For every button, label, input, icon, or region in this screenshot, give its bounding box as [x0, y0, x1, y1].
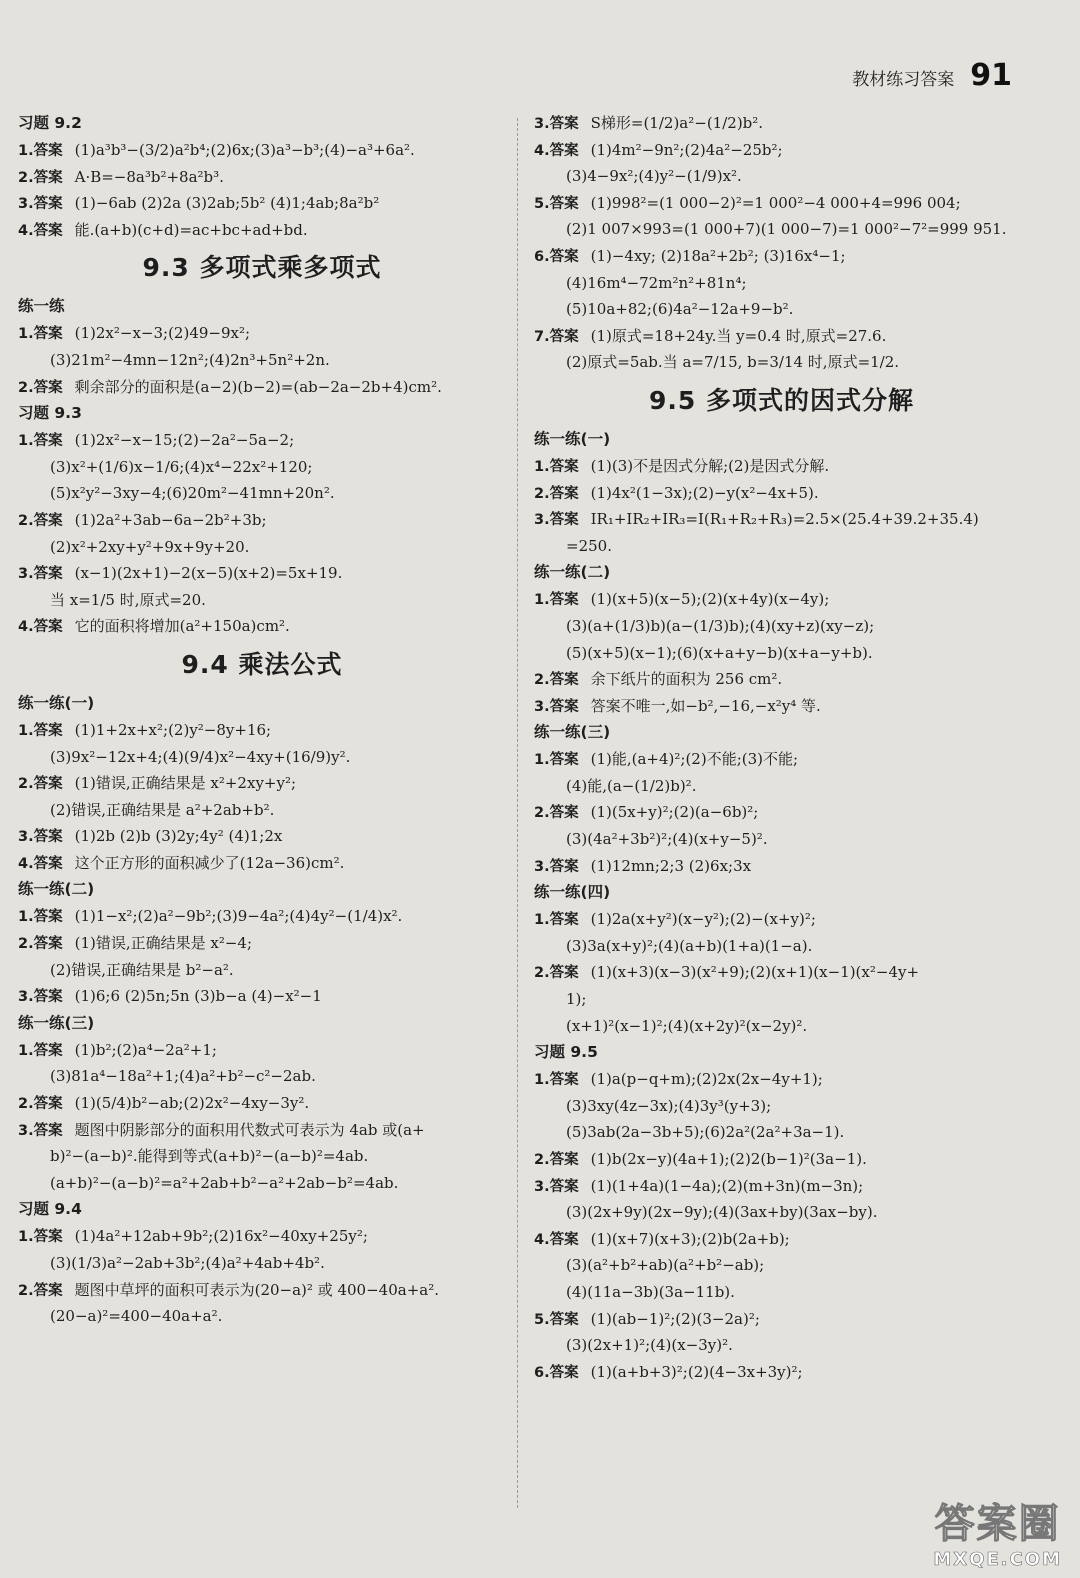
answer-line: [18, 930, 506, 957]
exercise-heading: 练一练(一): [18, 693, 95, 712]
answer-continuation: [534, 933, 1029, 960]
answer-label: 2.答案: [534, 672, 579, 689]
answer-text: (2)错误,正确结果是 b²−a².: [50, 960, 234, 979]
answer-continuation: [534, 640, 1029, 667]
answer-text: (3)3xy(4z−3x);(4)3y³(y+3);: [566, 1096, 772, 1115]
answer-text: (3)21m²−4mn−12n²;(4)2n³+5n²+2n.: [50, 350, 330, 369]
answer-label: 3.答案: [18, 566, 63, 583]
answer-text: (1)(1+4a)(1−4a);(2)(m+3n)(m−3n);: [590, 1176, 864, 1195]
answer-label: 1.答案: [18, 326, 63, 343]
answer-label: 2.答案: [18, 512, 63, 529]
answer-text: (1)(3)不是因式分解;(2)是因式分解.: [590, 456, 830, 475]
answer-text: (5)x²y²−3xy−4;(6)20m²−41mn+20n².: [50, 484, 335, 503]
answer-line: [534, 1359, 1029, 1386]
answer-text: (1)−6ab (2)2a (3)2ab;5b² (4)1;4ab;8a²b²: [74, 194, 380, 213]
right-column: [534, 110, 1029, 1385]
answer-continuation: [534, 1279, 1029, 1306]
exercise-heading: 练一练(三): [18, 1013, 95, 1032]
answer-text: (3)(a+(1/3)b)(a−(1/3)b);(4)(xy+z)(xy−z);: [566, 616, 875, 635]
answer-label: 2.答案: [534, 485, 579, 502]
answer-line: [18, 320, 506, 347]
answer-text: (1)−4xy; (2)18a²+2b²; (3)16x⁴−1;: [590, 246, 846, 265]
answer-text: A·B=−8a³b²+8a²b³.: [74, 167, 224, 186]
answer-text: (1)2b (2)b (3)2y;4y² (4)1;2x: [74, 827, 283, 846]
answer-line: [18, 190, 506, 217]
watermark-url: MXQE.COM: [933, 1549, 1062, 1570]
answer-text: IR₁+IR₂+IR₃=I(R₁+R₂+R₃)=2.5×(25.4+39.2+35.4): [590, 510, 979, 529]
exercise-heading: 练一练(一): [534, 429, 611, 448]
answer-text: (2)1 007×993=(1 000+7)(1 000−7)=1 000²−7²=999 951.: [566, 220, 1007, 239]
answer-text: (3)(2x+1)²;(4)(x−3y)².: [566, 1336, 733, 1355]
answer-line: [18, 164, 506, 191]
exercise-heading: 习题 9.2: [18, 114, 82, 132]
answer-line: [18, 1117, 506, 1144]
answer-line: [534, 959, 1029, 986]
answer-label: 2.答案: [18, 169, 63, 186]
answer-line: [534, 586, 1029, 613]
answer-text: (1)a³b³−(3/2)a²b⁴;(2)6x;(3)a³−b³;(4)−a³+6a².: [74, 141, 415, 159]
answer-label: 1.答案: [18, 433, 63, 450]
section-title: 9.5 多项式的因式分解: [649, 385, 914, 415]
site-watermark: [933, 1492, 1062, 1570]
answer-text: (1)能,(a+4)²;(2)不能;(3)不能;: [590, 750, 799, 769]
answer-line: [18, 427, 506, 454]
answer-line: [18, 374, 506, 401]
answer-label: 1.答案: [534, 592, 579, 609]
answer-continuation: [18, 744, 506, 771]
answer-line: [534, 746, 1029, 773]
answer-text: (1)b(2x−y)(4a+1);(2)2(b−1)²(3a−1).: [590, 1150, 867, 1168]
answer-text: (1)错误,正确结果是 x²+2xy+y²;: [74, 774, 297, 793]
answer-continuation: [534, 1119, 1029, 1146]
answer-text: (1)2x²−x−15;(2)−2a²−5a−2;: [74, 431, 295, 450]
answer-label: 3.答案: [534, 858, 579, 875]
answer-label: 1.答案: [18, 909, 63, 926]
answer-continuation: [18, 1303, 506, 1330]
answer-text: (1)2a²+3ab−6a−2b²+3b;: [74, 510, 267, 529]
answer-line: [18, 983, 506, 1010]
exercise-heading: 习题 9.4: [18, 1200, 82, 1219]
answer-label: 7.答案: [534, 328, 579, 345]
answer-text: 剩余部分的面积是(a−2)(b−2)=(ab−2a−2b+4)cm².: [74, 377, 442, 396]
answer-text: (2)错误,正确结果是 a²+2ab+b².: [50, 800, 275, 819]
answer-text: (1)(5/4)b²−ab;(2)2x²−4xy−3y².: [74, 1094, 310, 1113]
answer-text: =250.: [566, 536, 612, 555]
answer-text: (a+b)²−(a−b)²=a²+2ab+b²−a²+2ab−b²=4ab.: [50, 1173, 399, 1192]
answer-line: [534, 480, 1029, 507]
answer-line: [18, 1090, 506, 1117]
answer-text: (4)16m⁴−72m²n²+81n⁴;: [566, 273, 747, 292]
answer-text: (5)(x+5)(x−1);(6)(x+a+y−b)(x+a−y+b).: [566, 643, 873, 662]
answer-label: 2.答案: [18, 936, 63, 953]
answer-continuation: [534, 1332, 1029, 1359]
answer-text: (3)(1/3)a²−2ab+3b²;(4)a²+4ab+4b².: [50, 1254, 325, 1272]
answer-label: 2.答案: [534, 965, 579, 982]
watermark-logo: 答案圈: [934, 1501, 1061, 1547]
answer-line: [18, 903, 506, 930]
answer-continuation: [18, 480, 506, 507]
answer-continuation: [18, 347, 506, 374]
answer-label: 1.答案: [18, 143, 63, 159]
answer-line: [534, 1146, 1029, 1173]
answer-line: [534, 506, 1029, 533]
answer-label: 2.答案: [18, 776, 63, 793]
answer-text: (3)3a(x+y)²;(4)(a+b)(1+a)(1−a).: [566, 936, 813, 955]
answer-label: 1.答案: [534, 1072, 579, 1089]
answer-text: 能.(a+b)(c+d)=ac+bc+ad+bd.: [74, 220, 308, 239]
answer-line: [534, 666, 1029, 693]
answer-text: (1)12mn;2;3 (2)6x;3x: [590, 856, 752, 875]
answer-line: [534, 906, 1029, 933]
answer-continuation: [18, 587, 506, 614]
answer-label: 6.答案: [534, 1364, 579, 1381]
answer-line: [534, 190, 1029, 217]
answer-continuation: [534, 1252, 1029, 1279]
answer-text: 1);: [566, 990, 587, 1009]
answer-continuation: [18, 1170, 506, 1197]
answer-line: [534, 110, 1029, 137]
answer-line: [534, 853, 1029, 880]
answer-text: (4)(11a−3b)(3a−11b).: [566, 1282, 735, 1301]
exercise-heading: 练一练(四): [534, 883, 611, 902]
answer-label: 1.答案: [18, 1229, 63, 1246]
answer-text: (1)(ab−1)²;(2)(3−2a)²;: [590, 1309, 760, 1328]
answer-text: (2)原式=5ab.当 a=7/15, b=3/14 时,原式=1/2.: [566, 353, 900, 372]
answer-text: (3)x²+(1/6)x−1/6;(4)x⁴−22x²+120;: [50, 457, 313, 476]
answer-label: 4.答案: [18, 619, 63, 636]
answer-text: (1)(a+b+3)²;(2)(4−3x+3y)²;: [590, 1362, 803, 1381]
answer-text: (1)b²;(2)a⁴−2a²+1;: [74, 1040, 217, 1059]
answer-text: (4)能,(a−(1/2)b)².: [566, 776, 697, 795]
answer-continuation: [18, 1063, 506, 1090]
exercise-heading: 习题 9.3: [18, 404, 82, 423]
answer-text: (1)1+2x+x²;(2)y²−8y+16;: [74, 720, 272, 739]
answer-label: 2.答案: [534, 1152, 579, 1168]
answer-label: 4.答案: [18, 222, 63, 239]
answer-label: 3.答案: [534, 698, 579, 715]
answer-label: 3.答案: [534, 1178, 579, 1195]
answer-text: (x+1)²(x−1)²;(4)(x+2y)²(x−2y)².: [566, 1016, 808, 1035]
answer-line: [534, 453, 1029, 480]
page-header: [852, 58, 1012, 93]
answer-line: [18, 717, 506, 744]
section-title: 9.3 多项式乘多项式: [142, 253, 382, 283]
answer-line: [18, 850, 506, 877]
answer-label: 2.答案: [18, 1282, 63, 1299]
answer-line: [534, 1173, 1029, 1200]
left-column: [18, 110, 506, 1330]
answer-text: (1)a(p−q+m);(2)2x(2x−4y+1);: [590, 1070, 823, 1089]
answer-line: [18, 1037, 506, 1064]
answer-text: (1)(x+5)(x−5);(2)(x+4y)(x−4y);: [590, 590, 830, 609]
answer-continuation: [18, 797, 506, 824]
answer-line: [18, 770, 506, 797]
answer-label: 3.答案: [18, 989, 63, 1006]
answer-text: (1)(x+3)(x−3)(x²+9);(2)(x+1)(x−1)(x²−4y+: [590, 963, 920, 982]
answer-label: 1.答案: [534, 458, 579, 475]
answer-line: [534, 1226, 1029, 1253]
answer-line: [18, 823, 506, 850]
answer-label: 2.答案: [18, 379, 63, 396]
answer-text: 它的面积将增加(a²+150a)cm².: [74, 617, 290, 636]
answer-text: S梯形=(1/2)a²−(1/2)b².: [590, 114, 764, 132]
exercise-heading: 习题 9.5: [534, 1043, 598, 1062]
answer-continuation: [534, 613, 1029, 640]
answer-label: 4.答案: [18, 855, 63, 872]
answer-text: 这个正方形的面积减少了(12a−36)cm².: [74, 853, 345, 872]
answer-label: 1.答案: [534, 752, 579, 769]
answer-text: (3)(2x+9y)(2x−9y);(4)(3ax+by)(3ax−by).: [566, 1203, 878, 1222]
answer-text: (1)4m²−9n²;(2)4a²−25b²;: [590, 140, 783, 159]
exercise-heading: 练一练(二): [534, 563, 611, 582]
answer-label: 1.答案: [18, 722, 63, 739]
answer-label: 3.答案: [18, 829, 63, 846]
section-title: 9.4 乘法公式: [181, 649, 343, 679]
answer-line: [534, 1306, 1029, 1333]
answer-line: [534, 323, 1029, 350]
answer-text: (1)4x²(1−3x);(2)−y(x²−4x+5).: [590, 483, 819, 502]
answer-line: [18, 137, 506, 164]
answer-label: 3.答案: [18, 1122, 63, 1139]
answer-line: [18, 217, 506, 244]
answer-text: (3)4−9x²;(4)y²−(1/9)x².: [566, 167, 742, 186]
answer-line: [534, 1066, 1029, 1093]
answer-line: [18, 1223, 506, 1250]
answer-line: [18, 507, 506, 534]
answer-continuation: [534, 1199, 1029, 1226]
answer-text: (3)(4a²+3b²)²;(4)(x+y−5)².: [566, 830, 768, 849]
answer-continuation: [534, 826, 1029, 853]
answer-label: 5.答案: [534, 1311, 579, 1328]
answer-text: (2)x²+2xy+y²+9x+9y+20.: [50, 537, 250, 556]
answer-continuation: [534, 270, 1029, 297]
answer-line: [534, 243, 1029, 270]
answer-line: [18, 1277, 506, 1304]
answer-text: (x−1)(2x+1)−2(x−5)(x+2)=5x+19.: [74, 564, 343, 583]
answer-text: (3)9x²−12x+4;(4)(9/4)x²−4xy+(16/9)y².: [50, 747, 351, 766]
answer-text: (5)10a+82;(6)4a²−12a+9−b².: [566, 300, 794, 319]
answer-continuation: [18, 957, 506, 984]
answer-label: 1.答案: [534, 912, 579, 929]
answer-continuation: [18, 534, 506, 561]
answer-continuation: [534, 349, 1029, 376]
answer-text: (1)1−x²;(2)a²−9b²;(3)9−4a²;(4)4y²−(1/4)x².: [74, 907, 403, 926]
answer-text: (20−a)²=400−40a+a².: [50, 1307, 223, 1326]
answer-continuation: [534, 216, 1029, 243]
answer-text: 题图中草坪的面积可表示为(20−a)² 或 400−40a+a².: [74, 1280, 439, 1299]
answer-continuation: [18, 1250, 506, 1277]
answer-line: [18, 613, 506, 640]
answer-label: 3.答案: [534, 116, 579, 132]
answer-text: 余下纸片的面积为 256 cm².: [590, 670, 783, 689]
answer-text: (1)2a(x+y²)(x−y²);(2)−(x+y)²;: [590, 910, 816, 929]
answer-continuation: [534, 1093, 1029, 1120]
answer-continuation: [534, 1013, 1029, 1040]
answer-label: 6.答案: [534, 248, 579, 265]
exercise-heading: 练一练(二): [18, 880, 95, 899]
answer-continuation: [534, 986, 1029, 1013]
header-title: 教材练习答案: [852, 70, 955, 90]
answer-text: (3)81a⁴−18a²+1;(4)a²+b²−c²−2ab.: [50, 1067, 316, 1086]
page-number: 91: [970, 58, 1012, 93]
exercise-heading: 练一练: [18, 297, 65, 316]
answer-label: 5.答案: [534, 195, 579, 212]
answer-continuation: [18, 454, 506, 481]
answer-text: (1)原式=18+24y.当 y=0.4 时,原式=27.6.: [590, 326, 887, 345]
answer-continuation: [534, 163, 1029, 190]
answer-text: (1)2x²−x−3;(2)49−9x²;: [74, 324, 251, 343]
answer-text: b)²−(a−b)².能得到等式(a+b)²−(a−b)²=4ab.: [50, 1147, 369, 1166]
answer-text: 当 x=1/5 时,原式=20.: [50, 590, 206, 609]
answer-label: 3.答案: [534, 512, 579, 529]
answer-text: (1)6;6 (2)5n;5n (3)b−a (4)−x²−1: [74, 987, 322, 1006]
answer-continuation: [18, 1143, 506, 1170]
answer-text: (3)(a²+b²+ab)(a²+b²−ab);: [566, 1256, 765, 1275]
column-divider: [517, 118, 518, 1508]
answer-label: 4.答案: [534, 1231, 579, 1248]
answer-label: 2.答案: [18, 1096, 63, 1113]
answer-text: (1)4a²+12ab+9b²;(2)16x²−40xy+25y²;: [74, 1227, 368, 1246]
answer-text: (1)998²=(1 000−2)²=1 000²−4 000+4=996 004;: [590, 193, 961, 212]
answer-continuation: [534, 296, 1029, 323]
exercise-heading: 练一练(三): [534, 723, 611, 742]
answer-text: (1)错误,正确结果是 x²−4;: [74, 934, 253, 953]
answer-continuation: [534, 773, 1029, 800]
answer-line: [534, 799, 1029, 826]
answer-label: 2.答案: [534, 805, 579, 822]
answer-line: [534, 137, 1029, 164]
answer-continuation: [534, 533, 1029, 560]
answer-text: (5)3ab(2a−3b+5);(6)2a²(2a²+3a−1).: [566, 1123, 845, 1142]
answer-text: (1)(5x+y)²;(2)(a−6b)²;: [590, 803, 759, 822]
answer-text: 答案不唯一,如−b²,−16,−x²y⁴ 等.: [590, 696, 821, 715]
answer-line: [18, 560, 506, 587]
answer-label: 4.答案: [534, 142, 579, 159]
answer-text: 题图中阴影部分的面积用代数式可表示为 4ab 或(a+: [74, 1120, 425, 1139]
answer-line: [534, 693, 1029, 720]
answer-text: (1)(x+7)(x+3);(2)b(2a+b);: [590, 1229, 790, 1248]
answer-label: 1.答案: [18, 1042, 63, 1059]
answer-label: 3.答案: [18, 196, 63, 213]
